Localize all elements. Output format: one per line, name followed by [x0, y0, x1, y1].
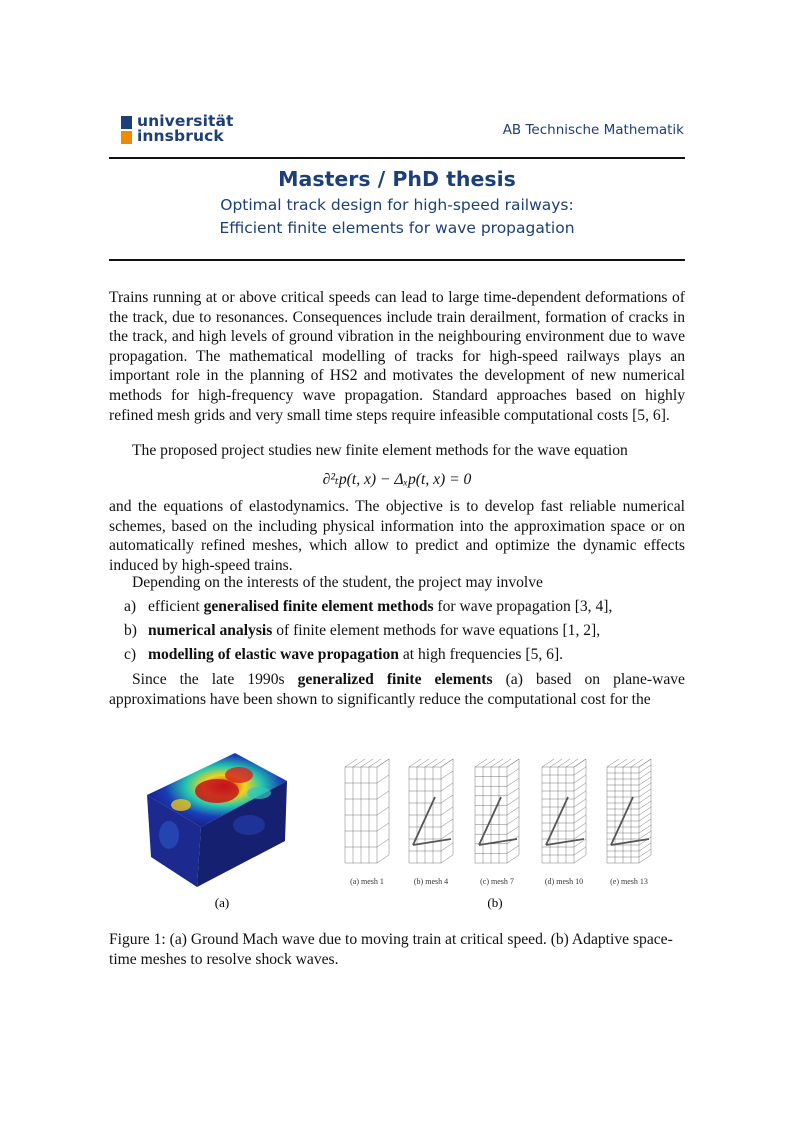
page-title: Masters / PhD thesis: [278, 167, 516, 191]
list-item-bold: generalised finite element methods: [203, 598, 434, 615]
mesh-label: (a) mesh 1: [350, 877, 384, 886]
list-item-label: c): [124, 646, 137, 663]
list-item-label: a): [124, 598, 137, 615]
paragraph-topics: Depending on the interests of the student, the project may involve: [132, 574, 543, 591]
list-item-text: of finite element methods for wave equations [1, 2],: [272, 622, 601, 639]
subtitle-line2: Efficient finite elements for wave propagation: [219, 219, 575, 237]
paragraph-text: Since the late 1990s: [132, 671, 298, 688]
logo-square-orange: [121, 131, 132, 144]
top-rule: [109, 157, 685, 159]
mesh-box: [607, 759, 651, 863]
logo-text-line2: innsbruck: [137, 127, 224, 145]
figure-label-b: (b): [487, 895, 503, 910]
subtitle-line1: Optimal track design for high-speed railways:: [220, 196, 574, 214]
logo-text-line1: universität: [137, 112, 234, 130]
paragraph-gfem: [109, 670, 685, 709]
figure-1: [109, 745, 685, 915]
wave-equation: ∂²ₜp(t, x) − Δₓp(t, x) = 0: [322, 471, 472, 488]
list-item: [124, 622, 600, 640]
mesh-box: [409, 759, 453, 863]
mesh-box: [475, 759, 519, 863]
list-item-label: b): [124, 622, 137, 639]
mesh-box: [542, 759, 586, 863]
paragraph-wave-equation: The proposed project studies new finite element methods for the wave equation: [132, 442, 628, 459]
paragraph-intro: Trains running at or above critical speeds can lead to large time-dependent deformations of the track, due to resonances. Consequences include train derailment, formation of cracks in the track, and high levels of ground vibration in the neighbouring environment due to wave propagation. The mathematical modelling of tracks for high-speed railways plays an important role in the planning of HS2 and motivates the development of new numerical methods for high-frequency wave propagation. Standard approaches based on highly refined mesh grids and very small time steps require infeasible computational costs [5, 6].: [109, 289, 685, 424]
figure-label-a: (a): [214, 895, 230, 910]
list-item-text: for wave propagation [3, 4],: [433, 598, 613, 615]
paragraph-text: (a) based on plane-wave approximations have been shown to significantly reduce the computational cost for the: [109, 671, 685, 708]
department-name: AB Technische Mathematik: [502, 122, 684, 138]
mesh-label: (e) mesh 13: [610, 877, 648, 886]
mesh-box: [345, 759, 389, 863]
bottom-rule: [109, 259, 685, 261]
list-item-text: efficient: [148, 598, 204, 615]
list-item: [124, 598, 612, 616]
paragraph-bold: generalized finite elements: [297, 671, 493, 688]
ground-wave-block-image: [147, 753, 287, 887]
list-item-bold: modelling of elastic wave propagation: [148, 646, 399, 663]
list-item-bold: numerical analysis: [148, 622, 273, 639]
mesh-label: (b) mesh 4: [413, 877, 449, 886]
list-item-text: at high frequencies [5, 6].: [398, 646, 564, 663]
mesh-label: (d) mesh 10: [544, 877, 584, 886]
list-item: [124, 646, 563, 664]
paragraph-objective: and the equations of elastodynamics. The objective is to develop fast reliable numerical schemes, based on the including physical information into the approximation space or on automatically refined meshes, which allow to predict and optimize the dynamic effects induced by high-speed trains.: [109, 498, 685, 574]
logo-square-blue: [121, 116, 132, 129]
figure-caption: Figure 1: (a) Ground Mach wave due to moving train at critical speed. (b) Adaptive space-time meshes to resolve shock waves.: [109, 931, 673, 968]
mesh-panels: [345, 759, 651, 863]
mesh-label: (c) mesh 7: [480, 877, 514, 886]
